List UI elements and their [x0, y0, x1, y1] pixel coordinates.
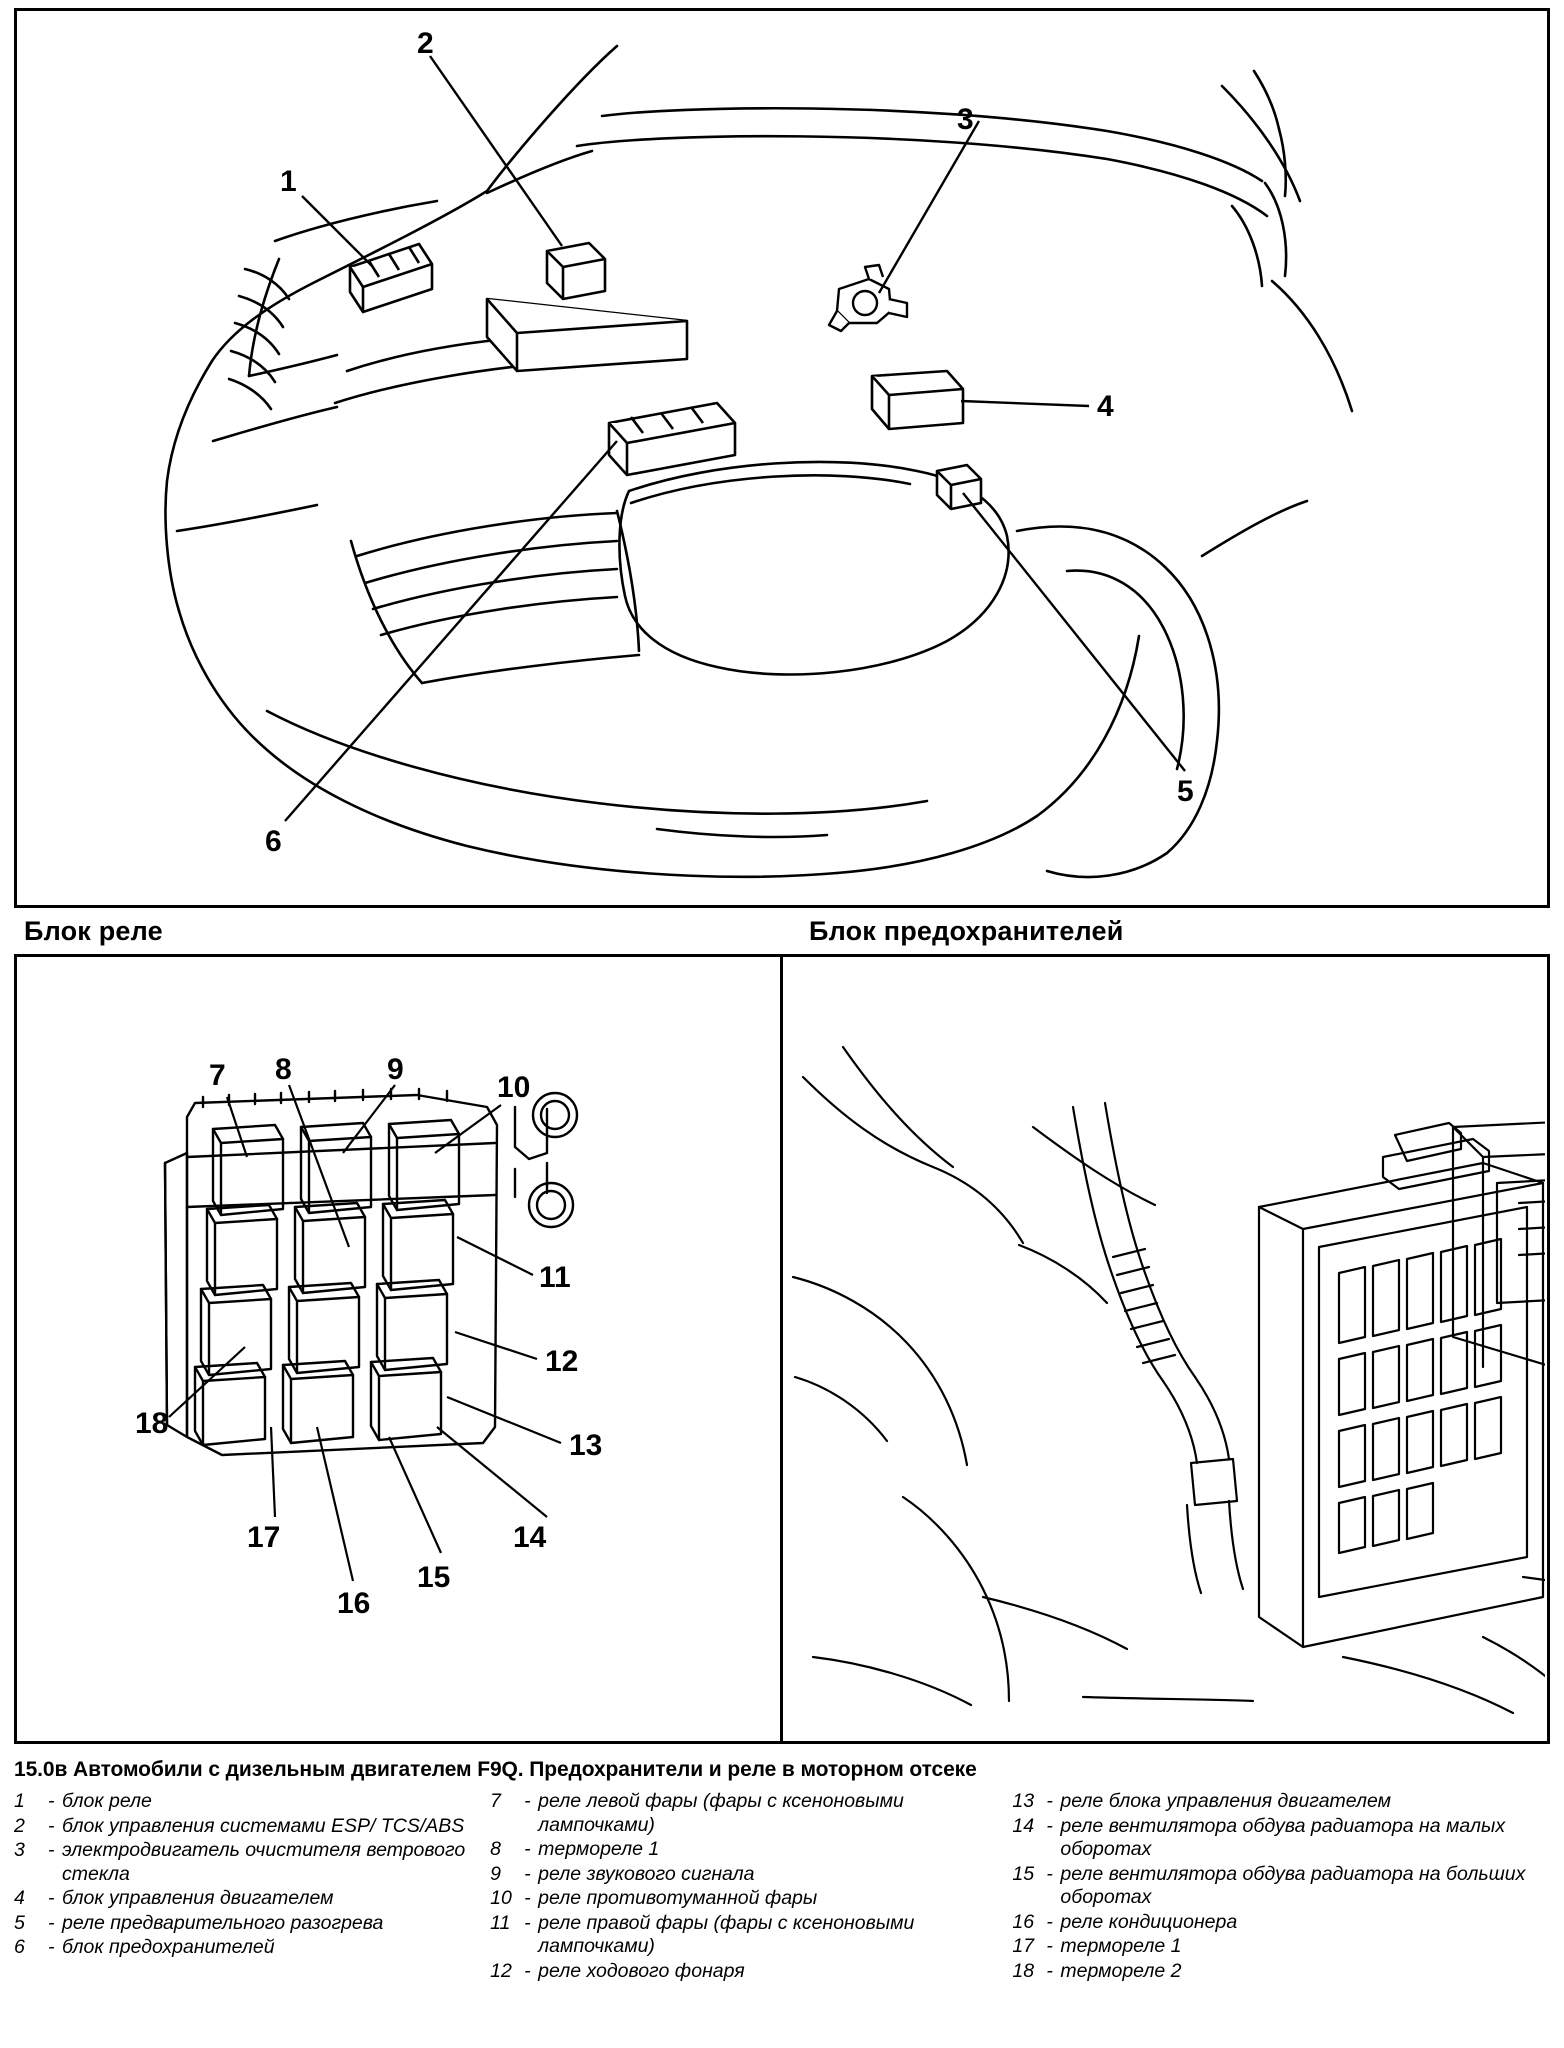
- caption-fuse-block: Блок предохранителей: [809, 916, 1124, 946]
- legend-number: 4: [14, 1887, 25, 1909]
- list-item: [490, 1838, 1002, 1862]
- list-item: [1012, 1960, 1540, 1984]
- legend-text: термореле 1: [1060, 1935, 1182, 1957]
- legend-text: блок управления системами ESP/ TCS/ABS: [62, 1814, 465, 1837]
- list-item: [1012, 1790, 1540, 1814]
- legend-dash: -: [1046, 1959, 1053, 1982]
- list-item: [14, 1912, 480, 1936]
- callout-1: 1: [280, 165, 297, 198]
- engine-bay-drawing: [17, 11, 1547, 905]
- legend-dash: -: [1046, 1814, 1053, 1837]
- legend-number: 17: [1012, 1935, 1035, 1957]
- relay-block-panel: [17, 957, 783, 1741]
- callout-5: 5: [1177, 775, 1194, 808]
- engine-bay-illustration-panel: [14, 8, 1550, 908]
- legend-number: 3: [14, 1839, 25, 1861]
- legend-number: 6: [14, 1936, 25, 1958]
- legend-dash: -: [48, 1839, 55, 1861]
- legend-number: 5: [14, 1911, 25, 1934]
- component-long-box: [487, 299, 687, 371]
- legend-number: 15: [1012, 1862, 1035, 1885]
- legend-text: термореле 2: [1060, 1959, 1182, 1982]
- legend-text: электродвигатель очистителя ветрового стекла: [62, 1839, 466, 1885]
- legend-text: блок управления двигателем: [62, 1887, 334, 1909]
- list-item: [14, 1936, 480, 1960]
- callout-17: 17: [247, 1521, 281, 1554]
- caption-relay-block: Блок реле: [24, 916, 163, 946]
- fuse-block-panel: [783, 957, 1547, 1741]
- legend-column-3: [1012, 1790, 1550, 1984]
- legend-text: реле кондиционера: [1060, 1910, 1238, 1933]
- legend-dash: -: [524, 1911, 531, 1934]
- component-wiper-motor: [829, 265, 907, 331]
- legend-column-1: [14, 1790, 490, 1984]
- legend-number: 18: [1012, 1959, 1035, 1982]
- relay-block-drawing: [17, 957, 777, 1741]
- legend-text: реле левой фары (фары с ксеноновыми лампочками): [538, 1790, 904, 1836]
- legend-dash: -: [524, 1862, 531, 1885]
- legend-text: реле ходового фонаря: [538, 1959, 745, 1982]
- legend-text: реле вентилятора обдува радиатора на больших оборотах: [1060, 1862, 1526, 1908]
- legend-dash: -: [524, 1838, 531, 1860]
- legend-number: 1: [14, 1790, 25, 1812]
- list-item: [14, 1815, 480, 1839]
- legend-number: 16: [1012, 1910, 1035, 1933]
- legend-number: 7: [490, 1790, 502, 1812]
- legend-dash: -: [48, 1814, 55, 1837]
- callout-8: 8: [275, 1053, 292, 1086]
- legend-number: 2: [14, 1814, 25, 1837]
- list-item: [1012, 1815, 1540, 1862]
- legend-dash: -: [1046, 1910, 1053, 1933]
- legend-column-2: [490, 1790, 1012, 1984]
- list-item: [14, 1790, 480, 1814]
- legend-text: реле блока управления двигателем: [1060, 1790, 1391, 1812]
- callout-11: 11: [539, 1261, 571, 1294]
- list-item: [490, 1912, 1002, 1959]
- callout-14: 14: [513, 1521, 547, 1554]
- legend-number: 9: [490, 1862, 502, 1885]
- list-item: [1012, 1863, 1540, 1910]
- callout-15: 15: [417, 1561, 451, 1594]
- component-relay-block: [350, 244, 432, 312]
- legend-dash: -: [48, 1911, 55, 1934]
- legend-text: реле противотуманной фары: [538, 1887, 818, 1909]
- callout-12: 12: [545, 1345, 579, 1378]
- legend-number: 11: [490, 1911, 511, 1934]
- list-item: [14, 1839, 480, 1886]
- fuse-block-drawing: [783, 957, 1545, 1741]
- list-item: [490, 1790, 1002, 1837]
- legend-number: 14: [1012, 1814, 1035, 1837]
- legend-dash: -: [48, 1936, 55, 1958]
- callout-7: 7: [209, 1059, 226, 1092]
- legend-dash: -: [524, 1959, 531, 1982]
- list-item: [14, 1887, 480, 1911]
- legend-text: реле звукового сигнала: [538, 1862, 755, 1885]
- callout-2: 2: [417, 27, 434, 60]
- callout-18: 18: [135, 1407, 169, 1440]
- list-item: [490, 1960, 1002, 1984]
- legend-dash: -: [524, 1790, 531, 1812]
- callout-3: 3: [957, 103, 974, 136]
- legend-text: блок реле: [62, 1790, 152, 1812]
- callout-9: 9: [387, 1053, 404, 1086]
- legend-dash: -: [524, 1887, 531, 1909]
- list-item: [490, 1887, 1002, 1911]
- callout-6: 6: [265, 825, 282, 858]
- component-esp-control-unit: [547, 243, 605, 299]
- legend-number: 12: [490, 1959, 512, 1982]
- legend-text: реле предварительного разогрева: [62, 1911, 384, 1934]
- callout-4: 4: [1097, 390, 1114, 423]
- component-engine-control-unit: [872, 371, 963, 429]
- legend-dash: -: [1046, 1935, 1053, 1957]
- figure-title: 15.0в Автомобили с дизельным двигателем F9Q. Предохранители и реле в моторном отсеке: [14, 1758, 977, 1781]
- legend: [14, 1790, 1550, 1984]
- legend-number: 10: [490, 1887, 512, 1909]
- list-item: [1012, 1935, 1540, 1959]
- component-preheat-relay: [937, 465, 981, 509]
- list-item: [490, 1863, 1002, 1887]
- list-item: [1012, 1911, 1540, 1935]
- legend-number: 8: [490, 1838, 502, 1860]
- detail-panels: [14, 954, 1550, 1744]
- legend-number: 13: [1012, 1790, 1035, 1812]
- legend-text: блок предохранителей: [62, 1936, 275, 1958]
- legend-dash: -: [48, 1887, 55, 1909]
- legend-text: реле правой фары (фары с ксеноновыми лампочками): [538, 1911, 915, 1957]
- callout-10: 10: [497, 1071, 531, 1104]
- legend-text: реле вентилятора обдува радиатора на малых оборотах: [1060, 1814, 1506, 1860]
- panel-captions: [14, 908, 1550, 954]
- callout-13: 13: [569, 1429, 603, 1462]
- legend-dash: -: [1046, 1862, 1053, 1885]
- legend-dash: -: [48, 1790, 55, 1812]
- legend-dash: -: [1046, 1790, 1053, 1812]
- callout-16: 16: [337, 1587, 371, 1620]
- legend-text: термореле 1: [538, 1838, 660, 1860]
- component-fuse-block: [609, 403, 735, 475]
